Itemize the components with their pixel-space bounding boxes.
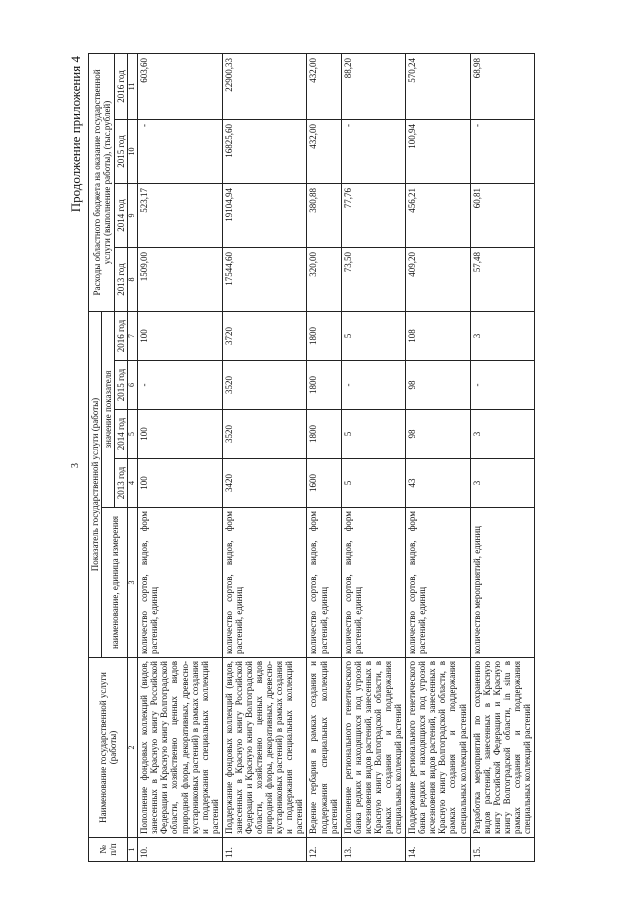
expense-value: 523,17	[138, 184, 223, 248]
indicator-value: 5	[341, 312, 405, 361]
col-header-value-year: 2013 год	[115, 459, 128, 508]
expense-value: 16825,60	[222, 120, 307, 184]
indicator-value: -	[138, 361, 223, 410]
indicator-value: 100	[138, 459, 223, 508]
services-table	[88, 53, 535, 862]
col-header-value-year: 2015 год	[115, 361, 128, 410]
expense-value: 88,20	[341, 53, 405, 119]
expense-value: 60,81	[470, 184, 534, 248]
col-header-value-year: 2016 год	[115, 312, 128, 361]
indicator-value: 3	[470, 312, 534, 361]
expense-value: -	[470, 120, 534, 184]
appendix-title: Продолжение приложения 4	[68, 56, 83, 213]
indicator-value: -	[341, 361, 405, 410]
column-number: 7	[128, 312, 138, 361]
column-number: 10	[128, 120, 138, 184]
column-number: 6	[128, 361, 138, 410]
service-name: Ведение гербария в рамках создания и поддержания специальных коллекций растений	[307, 658, 341, 838]
indicator-value: 3520	[222, 410, 307, 459]
row-number: 14.	[406, 838, 470, 862]
row-number: 13.	[341, 838, 405, 862]
col-header-value-year: 2014 год	[115, 410, 128, 459]
row-number: 15.	[470, 838, 534, 862]
expense-value: 57,48	[470, 248, 534, 312]
column-number: 2	[128, 658, 138, 838]
expense-value: 22900,33	[222, 53, 307, 119]
column-number: 1	[128, 838, 138, 862]
col-header-indicator-value: значение показателя	[102, 312, 115, 508]
indicator-name: количество сортов, видов, форм растений, единиц	[307, 508, 341, 658]
row-number: 11.	[222, 838, 307, 862]
service-name: Пополнение регионального генетического банка редких и находящихся под угрозой исчезновения видов растений, занесенных в Красную книгу Волгоградской области, в рамках создания и поддержания специальных коллекций растений	[341, 658, 405, 838]
column-number: 9	[128, 184, 138, 248]
indicator-value: 3	[470, 410, 534, 459]
row-number: 10.	[138, 838, 223, 862]
indicator-value: 5	[341, 459, 405, 508]
row-number: 12.	[307, 838, 341, 862]
indicator-name: количество сортов, видов, форм растений, единиц	[341, 508, 405, 658]
expense-value: 73,50	[341, 248, 405, 312]
expense-value: 456,21	[406, 184, 470, 248]
col-header-expense-year: 2013 год	[115, 248, 128, 312]
expense-value: -	[341, 120, 405, 184]
column-number: 8	[128, 248, 138, 312]
table-row	[341, 53, 405, 861]
col-header-expense-group: Расходы областного бюджета на оказание государственной услуги (выполнение работы), (тыс.рублей)	[89, 53, 115, 311]
indicator-value: 108	[406, 312, 470, 361]
expense-value: 19104,94	[222, 184, 307, 248]
indicator-value: 3420	[222, 459, 307, 508]
indicator-name: количество сортов, видов, форм растений, единиц	[222, 508, 307, 658]
indicator-value: 98	[406, 361, 470, 410]
expense-value: 17544,60	[222, 248, 307, 312]
indicator-name: количество мероприятий, единиц	[470, 508, 534, 658]
col-header-no: № п/п	[89, 838, 128, 862]
indicator-value: 3720	[222, 312, 307, 361]
table-row	[470, 53, 534, 861]
table-row	[307, 53, 341, 861]
indicator-value: 43	[406, 459, 470, 508]
service-name: Поддержание фондовых коллекций (видов, занесенных в Красную книгу Российской Федерации и Красную книгу Волгоградской области, хозяйственно ценных видов природной флоры, декоративных, древесно-кустарниковых растений) в рамках создания и поддержания специальных коллекций растений	[222, 658, 307, 838]
expense-value: -	[138, 120, 223, 184]
expense-value: 603,60	[138, 53, 223, 119]
expense-value: 68,98	[470, 53, 534, 119]
table-row	[406, 53, 470, 861]
expense-value: 1509,00	[138, 248, 223, 312]
indicator-value: 3520	[222, 361, 307, 410]
expense-value: 77,76	[341, 184, 405, 248]
expense-value: 432,00	[307, 53, 341, 119]
expense-value: 432,00	[307, 120, 341, 184]
indicator-value: 1800	[307, 312, 341, 361]
column-number: 4	[128, 459, 138, 508]
column-number: 3	[128, 508, 138, 658]
indicator-value: -	[470, 361, 534, 410]
service-name: Поддержание регионального генетического банка редких и находящихся под угрозой исчезновения видов растений, занесенных в Красную книгу Волгоградской области, в рамках создания и поддержания специальных коллекций растений	[406, 658, 470, 838]
service-name: Пополнение фондовых коллекций (видов, занесенных в Красную книгу Российской Федерации и Красную книгу Волгоградской области, хозяйственно ценных видов природной флоры, декоративных, древесно-кустарниковых растений) в рамках создания и поддержания специальных коллекций растений	[138, 658, 223, 838]
indicator-value: 1800	[307, 410, 341, 459]
column-number: 5	[128, 410, 138, 459]
column-number: 11	[128, 53, 138, 119]
indicator-value: 100	[138, 312, 223, 361]
indicator-name: количество сортов, видов, форм растений, единиц	[138, 508, 223, 658]
service-name: Разработка мероприятий по сохранению видов растений, занесенных в Красную книгу Российской Федерации и Красную книгу Волгоградской области, in situ в рамках создания и поддержания специальных коллекций растений	[470, 658, 534, 838]
page-number: 3	[70, 463, 81, 468]
expense-value: 570,24	[406, 53, 470, 119]
indicator-value: 100	[138, 410, 223, 459]
col-header-indicator-name: наименование, единица измерения	[102, 508, 128, 658]
indicator-value: 1800	[307, 361, 341, 410]
col-header-expense-year: 2016 год	[115, 53, 128, 119]
col-header-expense-year: 2014 год	[115, 184, 128, 248]
indicator-value: 98	[406, 410, 470, 459]
expense-value: 380,88	[307, 184, 341, 248]
rotated-page	[52, 48, 612, 868]
indicator-value: 1600	[307, 459, 341, 508]
col-header-expense-year: 2015 год	[115, 120, 128, 184]
table-row	[222, 53, 307, 861]
expense-value: 320,00	[307, 248, 341, 312]
col-header-indicator-group: Показатель государственной услуги (работы)	[89, 312, 102, 658]
indicator-value: 5	[341, 410, 405, 459]
col-header-service: Наименование государственной услуги (работы)	[89, 658, 128, 838]
indicator-name: количество сортов, видов, форм растений, единиц	[406, 508, 470, 658]
expense-value: 100,94	[406, 120, 470, 184]
expense-value: 409,20	[406, 248, 470, 312]
indicator-value: 3	[470, 459, 534, 508]
table-row	[138, 53, 223, 861]
